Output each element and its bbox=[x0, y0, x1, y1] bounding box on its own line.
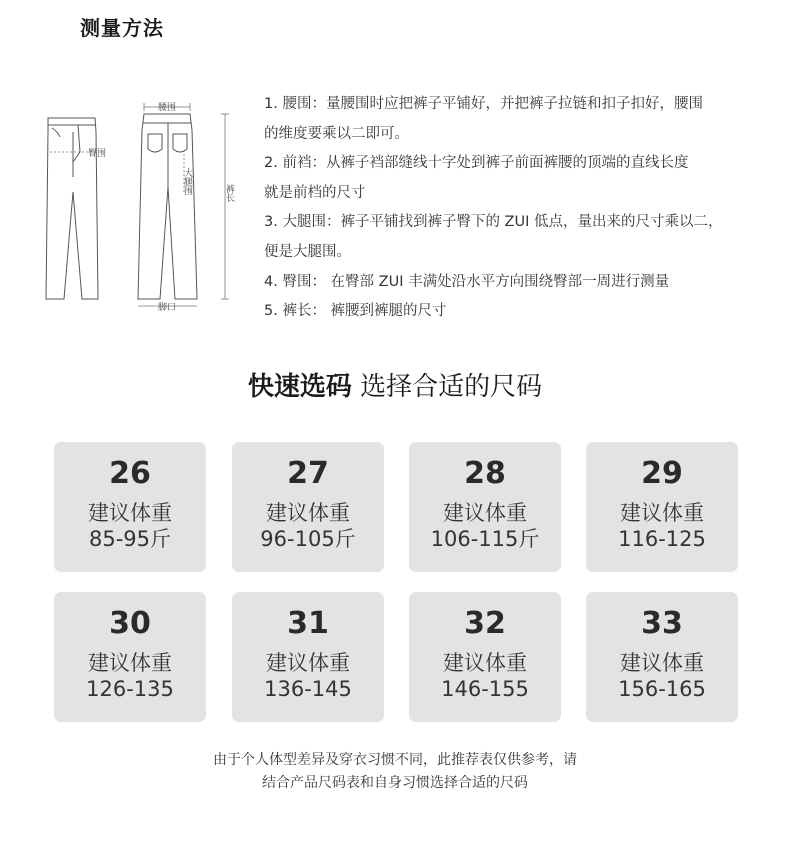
weight-label: 建议体重 bbox=[266, 501, 350, 525]
step-line: 4. 臀围： 在臀部 ZUI 丰满处沿水平方向围绕臀部一周进行测量 bbox=[264, 273, 670, 290]
size-number: 30 bbox=[109, 606, 151, 641]
size-card-27[interactable] bbox=[232, 442, 384, 572]
hem-label: 脚口 bbox=[158, 303, 177, 313]
size-card-28[interactable] bbox=[409, 442, 561, 572]
size-card-32[interactable] bbox=[409, 592, 561, 722]
step-line: 的维度要乘以二即可。 bbox=[264, 125, 409, 142]
weight-label: 建议体重 bbox=[620, 651, 704, 675]
thigh-label: 大腿围 bbox=[182, 168, 192, 195]
size-number: 29 bbox=[641, 456, 683, 491]
size-card-29[interactable] bbox=[586, 442, 738, 572]
footnote-line: 结合产品尺码表和自身习惯选择合适的尺码 bbox=[262, 775, 528, 791]
weight-range: 85-95斤 bbox=[88, 527, 172, 551]
size-guide-title-rest: 选择合适的尺码 bbox=[351, 372, 543, 402]
measurement-steps bbox=[264, 90, 764, 327]
size-number: 27 bbox=[287, 456, 329, 491]
footnote-line: 由于个人体型差异及穿衣习惯不同，此推荐表仅供参考，请 bbox=[213, 752, 577, 768]
weight-range: 116-125 bbox=[618, 527, 706, 551]
step-line: 2. 前裆：从裤子裆部缝线十字处到裤子前面裤腰的顶端的直线长度 bbox=[264, 155, 689, 172]
step-line: 就是前档的尺寸 bbox=[264, 184, 366, 201]
size-number: 26 bbox=[109, 456, 151, 491]
weight-label: 建议体重 bbox=[88, 651, 172, 675]
size-card-26[interactable] bbox=[54, 442, 206, 572]
weight-range: 136-145 bbox=[264, 677, 352, 701]
size-number: 28 bbox=[464, 456, 506, 491]
weight-label: 建议体重 bbox=[443, 501, 527, 525]
weight-range: 106-115斤 bbox=[430, 527, 540, 551]
weight-range: 156-165 bbox=[618, 677, 706, 701]
weight-range: 126-135 bbox=[86, 677, 174, 701]
front-pants-outline bbox=[46, 118, 98, 299]
size-card-30[interactable] bbox=[54, 592, 206, 722]
weight-label: 建议体重 bbox=[88, 501, 172, 525]
size-card-33[interactable] bbox=[586, 592, 738, 722]
weight-range: 146-155 bbox=[441, 677, 529, 701]
size-number: 31 bbox=[287, 606, 329, 641]
footnote bbox=[0, 749, 790, 795]
weight-label: 建议体重 bbox=[443, 651, 527, 675]
waist-label: 腰围 bbox=[158, 103, 177, 113]
step-line: 1. 腰围：量腰围时应把裤子平铺好，并把裤子拉链和扣子扣好，腰围 bbox=[264, 96, 703, 112]
size-guide-title bbox=[0, 366, 790, 403]
weight-label: 建议体重 bbox=[620, 501, 704, 525]
hip-label: 臀围 bbox=[88, 149, 107, 159]
size-card-31[interactable] bbox=[232, 592, 384, 722]
size-number: 32 bbox=[464, 606, 506, 641]
step-line: 5. 裤长： 裤腰到裤腿的尺寸 bbox=[264, 303, 447, 320]
pants-measurement-diagram bbox=[40, 92, 270, 314]
length-label: 裤长 bbox=[224, 184, 234, 202]
size-card-grid bbox=[54, 442, 738, 724]
step-line: 3. 大腿围：裤子平铺找到裤子臀下的 ZUI 低点，量出来的尺寸乘以二， bbox=[264, 214, 723, 231]
size-number: 33 bbox=[641, 606, 683, 641]
size-guide-title-bold: 快速选码 bbox=[247, 372, 352, 402]
step-line: 便是大腿围。 bbox=[264, 243, 351, 260]
page-title: 测量方法 bbox=[80, 16, 164, 40]
weight-label: 建议体重 bbox=[266, 651, 350, 675]
weight-range: 96-105斤 bbox=[260, 527, 356, 551]
